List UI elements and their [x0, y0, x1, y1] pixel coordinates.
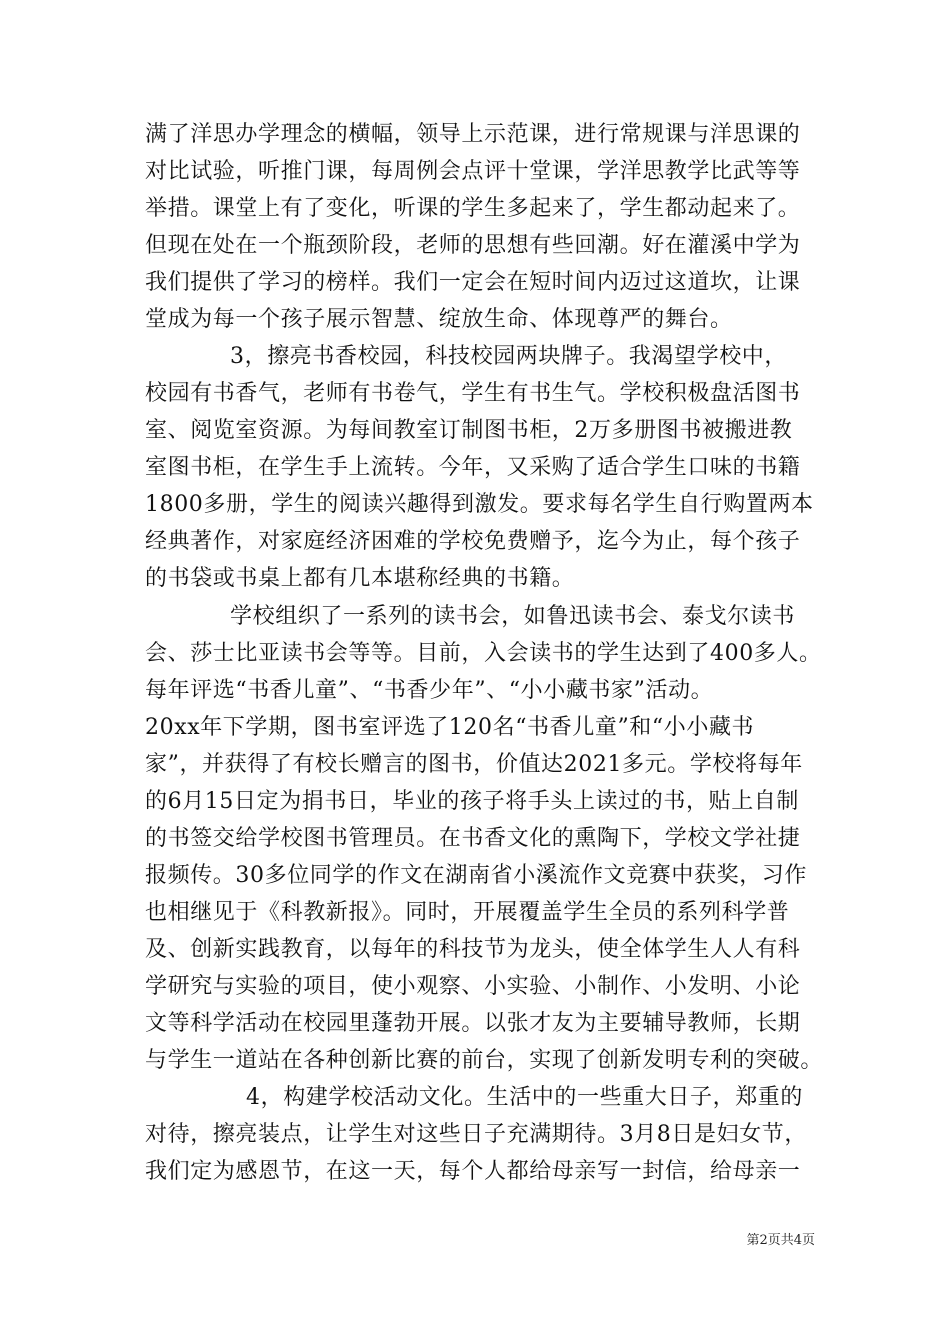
text-line: 堂成为每一个孩子展示智慧、绽放生命、体现尊严的舞台。: [145, 307, 733, 332]
text-line: 我们定为感恩节，在这一天，每个人都给母亲写一封信，给母亲一: [145, 1159, 801, 1184]
text-line: 家”，并获得了有校长赠言的图书，价值达2021多元。学校将每年: [145, 752, 803, 777]
text-line: 每年评选“书香儿童”、“书香少年”、“小小藏书家”活动。: [145, 678, 714, 703]
text-line: 20xx年下学期，图书室评选了120名“书香儿童”和“小小藏书: [145, 715, 755, 740]
text-line: 也相继见于《科教新报》。同时，开展覆盖学生全员的系列科学普: [145, 900, 790, 925]
text-line: 的6月15日定为捐书日，毕业的孩子将手头上读过的书，贴上自制: [145, 789, 799, 814]
text-line: 报频传。30多位同学的作文在湖南省小溪流作文竞赛中获奖，习作: [145, 863, 807, 888]
text-line: 满了洋思办学理念的横幅，领导上示范课，进行常规课与洋思课的: [145, 122, 801, 147]
text-line: 经典著作，对家庭经济困难的学校免费赠予，迄今为止，每个孩子: [145, 529, 801, 554]
text-line: 对比试验，听推门课，每周例会点评十堂课，学洋思教学比武等等: [145, 159, 801, 184]
text-line: 会、莎士比亚读书会等等。目前，入会读书的学生达到了400多人。: [145, 641, 822, 666]
text-line: 室、阅览室资源。为每间教室订制图书柜，2万多册图书被搬进教: [145, 418, 793, 443]
section-heading-line: 3，擦亮书香校园，科技校园两块牌子。我渴望学校中，: [230, 344, 787, 369]
text-line: 学研究与实验的项目，使小观察、小实验、小制作、小发明、小论: [145, 974, 801, 999]
text-line: 与学生一道站在各种创新比赛的前台，实现了创新发明专利的突破。: [145, 1048, 824, 1073]
text-line: 的书签交给学校图书管理员。在书香文化的熏陶下，学校文学社捷: [145, 826, 801, 851]
section-heading-line: 4，构建学校活动文化。生活中的一些重大日子，郑重的: [246, 1085, 803, 1110]
page-number-footer: 第2页共4页: [746, 1233, 815, 1248]
text-line: 室图书柜，在学生手上流转。今年，又采购了适合学生口味的书籍: [145, 455, 801, 480]
text-line: 举措。课堂上有了变化，听课的学生多起来了，学生都动起来了。: [145, 196, 801, 221]
text-line: 但现在处在一个瓶颈阶段，老师的思想有些回潮。好在灌溪中学为: [145, 233, 801, 258]
text-line: 对待，擦亮装点，让学生对这些日子充满期待。3月8日是妇女节，: [145, 1122, 807, 1147]
text-line: 我们提供了学习的榜样。我们一定会在短时间内迈过这道坎，让课: [145, 270, 801, 295]
text-line: 1800多册，学生的阅读兴趣得到激发。要求每名学生自行购置两本: [145, 492, 814, 517]
paragraph-start-line: 学校组织了一系列的读书会，如鲁迅读书会、泰戈尔读书: [230, 604, 796, 629]
text-line: 文等科学活动在校园里蓬勃开展。以张才友为主要辅导教师，长期: [145, 1011, 801, 1036]
text-line: 校园有书香气，老师有书卷气，学生有书生气。学校积极盘活图书: [145, 381, 801, 406]
text-line: 及、创新实践教育，以每年的科技节为龙头，使全体学生人人有科: [145, 937, 801, 962]
text-line: 的书袋或书桌上都有几本堪称经典的书籍。: [145, 566, 575, 591]
